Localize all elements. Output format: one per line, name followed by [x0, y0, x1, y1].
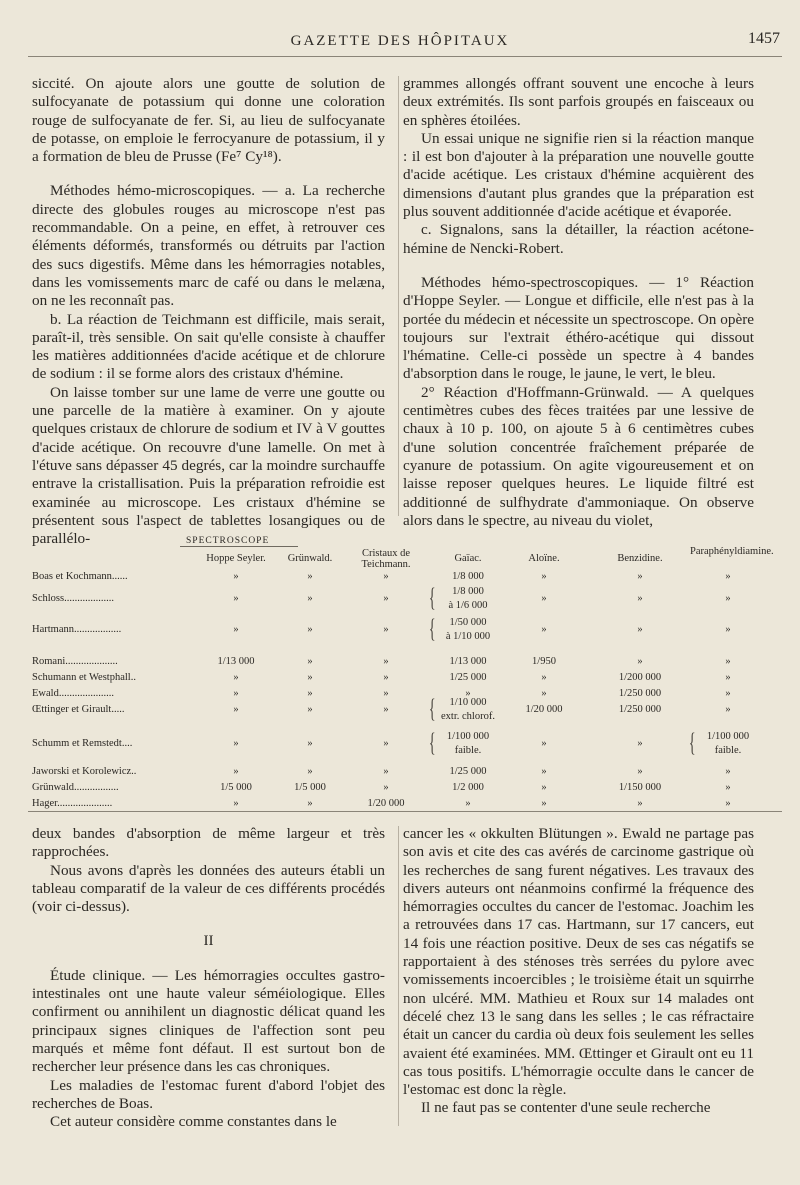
- table-cell: »: [233, 688, 239, 699]
- table-cell: »: [307, 571, 313, 582]
- table-cell: »: [233, 624, 239, 635]
- paragraph: Il ne faut pas se contenter d'une seule recherche: [421, 1099, 711, 1117]
- table-row-author: Romani....................: [32, 656, 118, 667]
- table-cell: »: [233, 672, 239, 683]
- brace-mark: {: [428, 583, 436, 612]
- table-cell: »: [383, 782, 389, 793]
- brace-mark: {: [428, 614, 436, 643]
- table-cell: 1/200 000: [618, 672, 662, 683]
- brace-mark: {: [688, 728, 696, 757]
- column-divider: [398, 826, 399, 1126]
- table-cell: »: [465, 798, 471, 809]
- paragraph: Méthodes hémo-microscopiques. — a. La recherche directe des globules rouges au microscope n'est pas recommandable. On a peine, en effet, à retrouver ces éléments déformés, transformés ou détruits par l'action des sucs digestifs. Même dans les hémorragies notables, dans les vomissements marc de café ou dans le melæna, on ne les reconnaît pas.: [32, 182, 385, 310]
- table-cell: »: [383, 704, 389, 715]
- page-number: 1457: [748, 30, 780, 47]
- table-cell: »: [725, 704, 731, 715]
- table-cell: 1/13 000: [449, 656, 487, 667]
- table-cell: »: [465, 688, 471, 699]
- table-cell: »: [725, 571, 731, 582]
- table-cell: »: [383, 593, 389, 604]
- paragraph: b. La réaction de Teichmann est difficile, mais serait, paraît-il, très sensible. On sait qu'elle consiste à chauffer les matières additionnées d'acide acétique et de chlorure de sodium : il se forme alors des cristaux d'hémine.: [32, 310, 385, 383]
- table-cell: »: [637, 656, 643, 667]
- column-header: Benzidine.: [617, 553, 663, 564]
- table-cell: »: [637, 624, 643, 635]
- table-cell: »: [233, 593, 239, 604]
- table-cell: 1/20 000: [367, 798, 405, 809]
- table-cell: »: [637, 571, 643, 582]
- paragraph: grammes allongés offrant souvent une encoche à leurs deux extrémités. Ils sont parfois groupés en faisceaux ou en sphères étoilées.: [403, 75, 754, 129]
- table-cell: »: [637, 798, 643, 809]
- column-header: Gaïac.: [454, 553, 482, 564]
- table-cell: »: [307, 656, 313, 667]
- table-cell: »: [541, 593, 547, 604]
- paragraph: Méthodes hémo-spectroscopiques. — 1° Réaction d'Hoppe Seyler. — Longue et difficile, elle n'est pas à la portée du médecin et nécessite un spectroscope. On opère toujours sur l'extrait éthéro-acétique qui dissout l'hématine. Celle-ci possède un spectre à 4 bandes d'absorption dans le rouge, le jaune, le vert, le bleu.: [403, 273, 754, 383]
- table-bottom-rule: [28, 811, 782, 812]
- table-cell: »: [541, 672, 547, 683]
- table-cell: 1/950: [532, 656, 556, 667]
- header-rule: [28, 56, 782, 57]
- table-row-author: Schloss...................: [32, 593, 114, 604]
- table-cell: »: [725, 624, 731, 635]
- table-cell: 1/25 000: [449, 766, 487, 777]
- table-cell: 1/150 000: [618, 782, 662, 793]
- table-cell: »: [383, 656, 389, 667]
- table-cell: »: [233, 571, 239, 582]
- table-row-author: Grünwald.................: [32, 782, 119, 793]
- paragraph: cancer les « okkulten Blütungen ». Ewald ne partage pas son avis et cite des cas avérés de carcinome gastrique où les recherches de sang furent négatives. Les travaux des divers auteurs ont néanmoins confirmé la fréquence des hémorragies occultes du cancer de l'estomac. Joachim les a retrouvées dans 17 cas. Hartmann, sur 17 cancers, eut 14 fois une réaction positive. Deux de ses cas négatifs se rapportaient à des sténoses très serrées du pylore avec vomissements incoercibles ; le troisième était un squirrhe non ulcéré. MM. Mathieu et Roux sur 14 malades ont décelé chez 13 le sang dans les selles ; le cas réfractaire était un cancer du cardia où deux fois seulement les selles avaient été examinées. MM. Œttinger et Girault ont eu 11 cas tous positifs. L'hémorragie occulte dans le cancer de l'estomac est donc la règle.: [403, 825, 754, 1099]
- left-column-top: [32, 75, 385, 548]
- table-cell: »: [383, 738, 389, 749]
- table-cell: »: [725, 656, 731, 667]
- table-cell: »: [541, 688, 547, 699]
- column-header: Cristaux de Teichmann.: [361, 548, 411, 570]
- table-cell: »: [541, 624, 547, 635]
- paragraph: Nous avons d'après les données des auteurs établi un tableau comparatif de la valeur de ces différents procédés (voir ci-dessus).: [32, 861, 385, 916]
- table-cell: 1/50 000 à 1/10 000: [445, 617, 491, 642]
- right-column-bottom: [403, 825, 754, 1118]
- table-cell: »: [725, 593, 731, 604]
- table-cell: 1/2 000: [452, 782, 484, 793]
- table-cell: 1/8 000: [452, 571, 484, 582]
- table-row-author: Boas et Kochmann......: [32, 571, 128, 582]
- paragraph: siccité. On ajoute alors une goutte de solution de sulfocyanate de potassium qui donne une coloration rouge de sulfocyanate de fer. Si, au lieu de sulfocyanate de potasse, on emploie le ferrocyanure de potassium, il y a formation de bleu de Prusse (Fe⁷ Cy¹⁸).: [32, 75, 385, 166]
- table-cell: 1/13 000: [217, 656, 255, 667]
- table-row-author: Œttinger et Girault.....: [32, 704, 125, 715]
- paragraph: Cet auteur considère comme constantes dans le: [50, 1113, 337, 1131]
- table-row-author: Schumm et Remstedt....: [32, 738, 133, 749]
- table-cell: »: [307, 704, 313, 715]
- table-cell: »: [383, 672, 389, 683]
- table-cell: »: [233, 798, 239, 809]
- table-row-author: Ewald.....................: [32, 688, 114, 699]
- table-cell: »: [637, 766, 643, 777]
- column-header: Paraphényldiamine.: [690, 546, 774, 557]
- journal-title: GAZETTE DES HÔPITAUX: [290, 33, 510, 49]
- table-cell: »: [233, 766, 239, 777]
- right-column-top: [403, 75, 754, 530]
- paragraph: Un essai unique ne signifie rien si la réaction manque : il est bon d'ajouter à la préparation une nouvelle goutte d'acide acétique. Les cristaux d'hémine acquièrent des dimensions d'autant plus grandes que la préparation est plus souvent additionnée d'acide acétique et évaporée.: [403, 129, 754, 221]
- table-row-author: Jaworski et Korolewicz..: [32, 766, 137, 777]
- table-cell: 1/100 000 faible.: [446, 731, 490, 756]
- brace-mark: {: [428, 728, 436, 757]
- table-group-rule: [180, 546, 298, 547]
- table-cell: 1/250 000: [618, 688, 662, 699]
- table-cell: 1/8 000 à 1/6 000: [448, 586, 488, 611]
- table-cell: »: [307, 688, 313, 699]
- table-cell: 1/5 000: [220, 782, 252, 793]
- table-cell: »: [383, 688, 389, 699]
- table-cell: »: [383, 624, 389, 635]
- table-cell: »: [307, 738, 313, 749]
- table-row-author: Schumann et Westphall..: [32, 672, 136, 683]
- table-row-author: Hartmann..................: [32, 624, 122, 635]
- table-cell: »: [383, 766, 389, 777]
- table-cell: »: [541, 766, 547, 777]
- table-cell: 1/250 000: [618, 704, 662, 715]
- table-cell: »: [725, 798, 731, 809]
- table-cell: »: [307, 672, 313, 683]
- table-cell: »: [233, 704, 239, 715]
- table-group-label: SPECTROSCOPE: [186, 536, 270, 546]
- table-cell: »: [307, 593, 313, 604]
- column-header: Hoppe Seyler.: [206, 553, 266, 564]
- table-cell: »: [725, 766, 731, 777]
- paragraph: Étude clinique. — Les hémorragies occultes gastro-intestinales ont une haute valeur séméiologique. Elles confirment ou annihilent un diagnostic délicat quand les principaux signes cliniques de l'affection sont peu marqués et même font défaut. Il est surtout bon de rechercher leur présence dans les cas chroniques.: [32, 966, 385, 1076]
- table-cell: »: [307, 766, 313, 777]
- brace-mark: {: [428, 694, 436, 723]
- table-cell: »: [637, 593, 643, 604]
- table-cell: »: [541, 571, 547, 582]
- column-header: Grünwald.: [287, 553, 333, 564]
- table-cell: »: [307, 624, 313, 635]
- table-cell: »: [541, 738, 547, 749]
- left-column-bottom: [32, 825, 385, 1131]
- paragraph: c. Signalons, sans la détailler, la réaction acétone-hémine de Nencki-Robert.: [403, 221, 754, 257]
- table-cell: »: [637, 738, 643, 749]
- column-header: Aloïne.: [528, 553, 560, 564]
- table-cell: »: [383, 571, 389, 582]
- table-cell: 1/5 000: [294, 782, 326, 793]
- paragraph: 2° Réaction d'Hoffmann-Grünwald. — A quelques centimètres cubes des fèces traitées par une lessive de chaux à 10 p. 100, on ajoute 5 à 6 centimètres cubes d'une solution concentrée fraîchement préparée de cyanure de potassium. On agite vigoureusement et on laisse reposer quelques heures. Le liquide filtré est additionné de sulfhydrate d'ammoniaque. On observe alors dans le spectre, au niveau du violet,: [403, 383, 754, 529]
- paragraph: On laisse tomber sur une lame de verre une goutte ou une parcelle de la matière à examiner. On y ajoute quelques cristaux de chlorure de sodium et IV à V gouttes d'acide acétique. On recouvre d'une lamelle. On met à l'étuve sans dépasser 45 degrés, car la moindre surchauffe entrave la cristallisation. Puis la préparation refroidie est examinée au microscope. Les cristaux d'hémine se présentent sous l'aspect de tablettes losangiques ou de parallélo-: [32, 383, 385, 548]
- paragraph: deux bandes d'absorption de même largeur et très rapprochées.: [32, 825, 385, 861]
- table-cell: 1/25 000: [449, 672, 487, 683]
- table-cell: »: [725, 782, 731, 793]
- table-cell: 1/100 000 faible.: [706, 731, 750, 756]
- table-cell: »: [307, 798, 313, 809]
- paragraph: Les maladies de l'estomac furent d'abord l'objet des recherches de Boas.: [32, 1076, 385, 1112]
- table-cell: »: [541, 798, 547, 809]
- table-cell: 1/20 000: [525, 704, 563, 715]
- table-cell: »: [233, 738, 239, 749]
- table-row-author: Hager.....................: [32, 798, 113, 809]
- table-cell: 1/10 000 extr. chlorof.: [441, 697, 495, 722]
- column-divider: [398, 76, 399, 516]
- table-cell: »: [725, 672, 731, 683]
- table-cell: »: [541, 782, 547, 793]
- page-header: [0, 30, 800, 52]
- table-cell: »: [725, 688, 731, 699]
- section-number: II: [203, 932, 214, 950]
